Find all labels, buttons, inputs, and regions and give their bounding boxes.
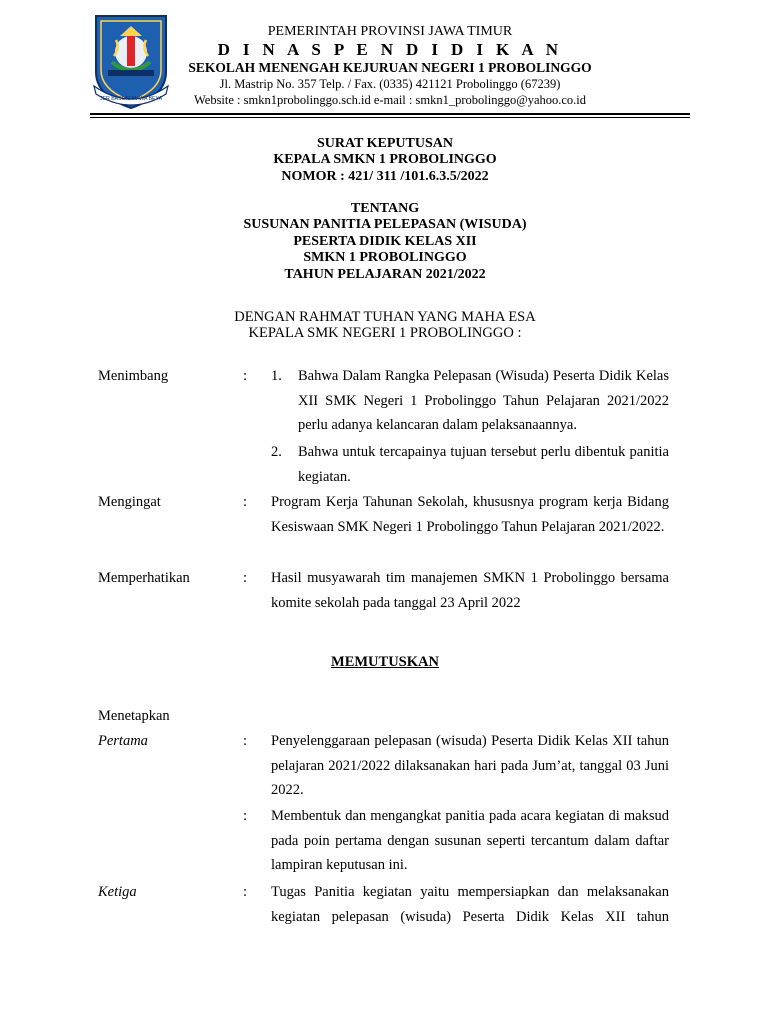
subject-line-3: SMKN 1 PROBOLINGGO: [303, 250, 467, 266]
mengingat-colon: :: [243, 494, 248, 510]
logo-motto: JER BASUKI MAWA BEYA: [99, 96, 163, 102]
school-address: Jl. Mastrip No. 357 Telp. / Fax. (0335) 421121 Probolinggo (67239): [219, 77, 561, 91]
mengingat-text: Program Kerja Tahunan Sekolah, khususnya program kerja Bidang Kesiswaan SMK Negeri 1 Probolinggo Tahun Pelajaran 2021/2022.: [271, 494, 669, 535]
decree-number: NOMOR : 421/ 311 /101.6.3.5/2022: [281, 168, 489, 184]
menimbang-item-2-number: 2.: [271, 444, 282, 460]
subject-line-2: PESERTA DIDIK KELAS XII: [293, 233, 477, 249]
preamble-line-1: DENGAN RAHMAT TUHAN YANG MAHA ESA: [234, 309, 536, 325]
letterhead: [180, 24, 600, 108]
preamble-block: [90, 309, 680, 342]
ketiga-colon: :: [243, 884, 248, 900]
menimbang-item-2-text: Bahwa untuk tercapainya tujuan tersebut perlu dibentuk panitia kegiatan.: [298, 444, 669, 485]
menetapkan-label: Menetapkan: [98, 708, 170, 724]
preamble-line-2: KEPALA SMK NEGERI 1 PROBOLINGGO :: [248, 325, 522, 342]
mengingat-label: Mengingat: [98, 494, 161, 510]
subject-line-4: TAHUN PELAJARAN 2021/2022: [284, 266, 486, 282]
decree-title: SURAT KEPUTUSAN: [316, 136, 453, 151]
decree-title-block: [90, 136, 680, 185]
pertama-text: Penyelenggaraan pelepasan (wisuda) Peserta Didik Kelas XII tahun pelajaran 2021/2022 dilaksanakan hari pada Jum’at, tanggal 03 Juni 2022.: [271, 733, 669, 798]
decree-issuer: KEPALA SMKN 1 PROBOLINGGO: [273, 152, 497, 168]
kedua-text: Membentuk dan mengangkat panitia pada acara kegiatan di maksud pada poin pertama dengan susunan seperti tercantum dalam daftar lampiran keputusan ini.: [271, 808, 669, 873]
memperhatikan-text: Hasil musyawarah tim manajemen SMKN 1 Probolinggo bersama komite sekolah pada tanggal 23 April 2022: [271, 570, 669, 611]
government-name: PEMERINTAH PROVINSI JAWA TIMUR: [267, 24, 513, 39]
letterhead-divider-thick: [90, 113, 690, 115]
east-java-coat-of-arms-logo: [90, 12, 172, 112]
letterhead-divider-thin: [90, 117, 690, 118]
ketiga-label: Ketiga: [98, 884, 137, 900]
decision-heading: MEMUTUSKAN: [331, 654, 439, 670]
ketiga-text: Tugas Panitia kegiatan yaitu mempersiapkan dan melaksanakan kegiatan pelepasan (wisuda) Peserta Didik Kelas XII tahun: [271, 884, 669, 925]
memperhatikan-label: Memperhatikan: [98, 570, 190, 586]
menimbang-label: Menimbang: [98, 368, 169, 384]
subject-heading: TENTANG: [350, 201, 420, 216]
department-name: D I N A S P E N D I D I K A N: [217, 40, 563, 59]
subject-block: [90, 201, 680, 283]
memperhatikan-colon: :: [243, 570, 248, 586]
kedua-colon: :: [243, 808, 248, 824]
pertama-colon: :: [243, 733, 248, 749]
menimbang-colon: :: [243, 368, 248, 384]
subject-line-1: SUSUNAN PANITIA PELEPASAN (WISUDA): [243, 217, 527, 233]
pertama-label: Pertama: [98, 733, 148, 749]
menimbang-item-1-number: 1.: [271, 368, 282, 384]
school-name: SEKOLAH MENENGAH KEJURUAN NEGERI 1 PROBOLINGGO: [188, 60, 592, 75]
school-contact: Website : smkn1probolinggo.sch.id e-mail : smkn1_probolinggo@yahoo.co.id: [193, 93, 587, 107]
menimbang-item-1-text: Bahwa Dalam Rangka Pelepasan (Wisuda) Peserta Didik Kelas XII SMK Negeri 1 Probolinggo Tahun Pelajaran 2021/2022 perlu adanya kelancaran dalam pelaksanaannya.: [298, 368, 669, 433]
